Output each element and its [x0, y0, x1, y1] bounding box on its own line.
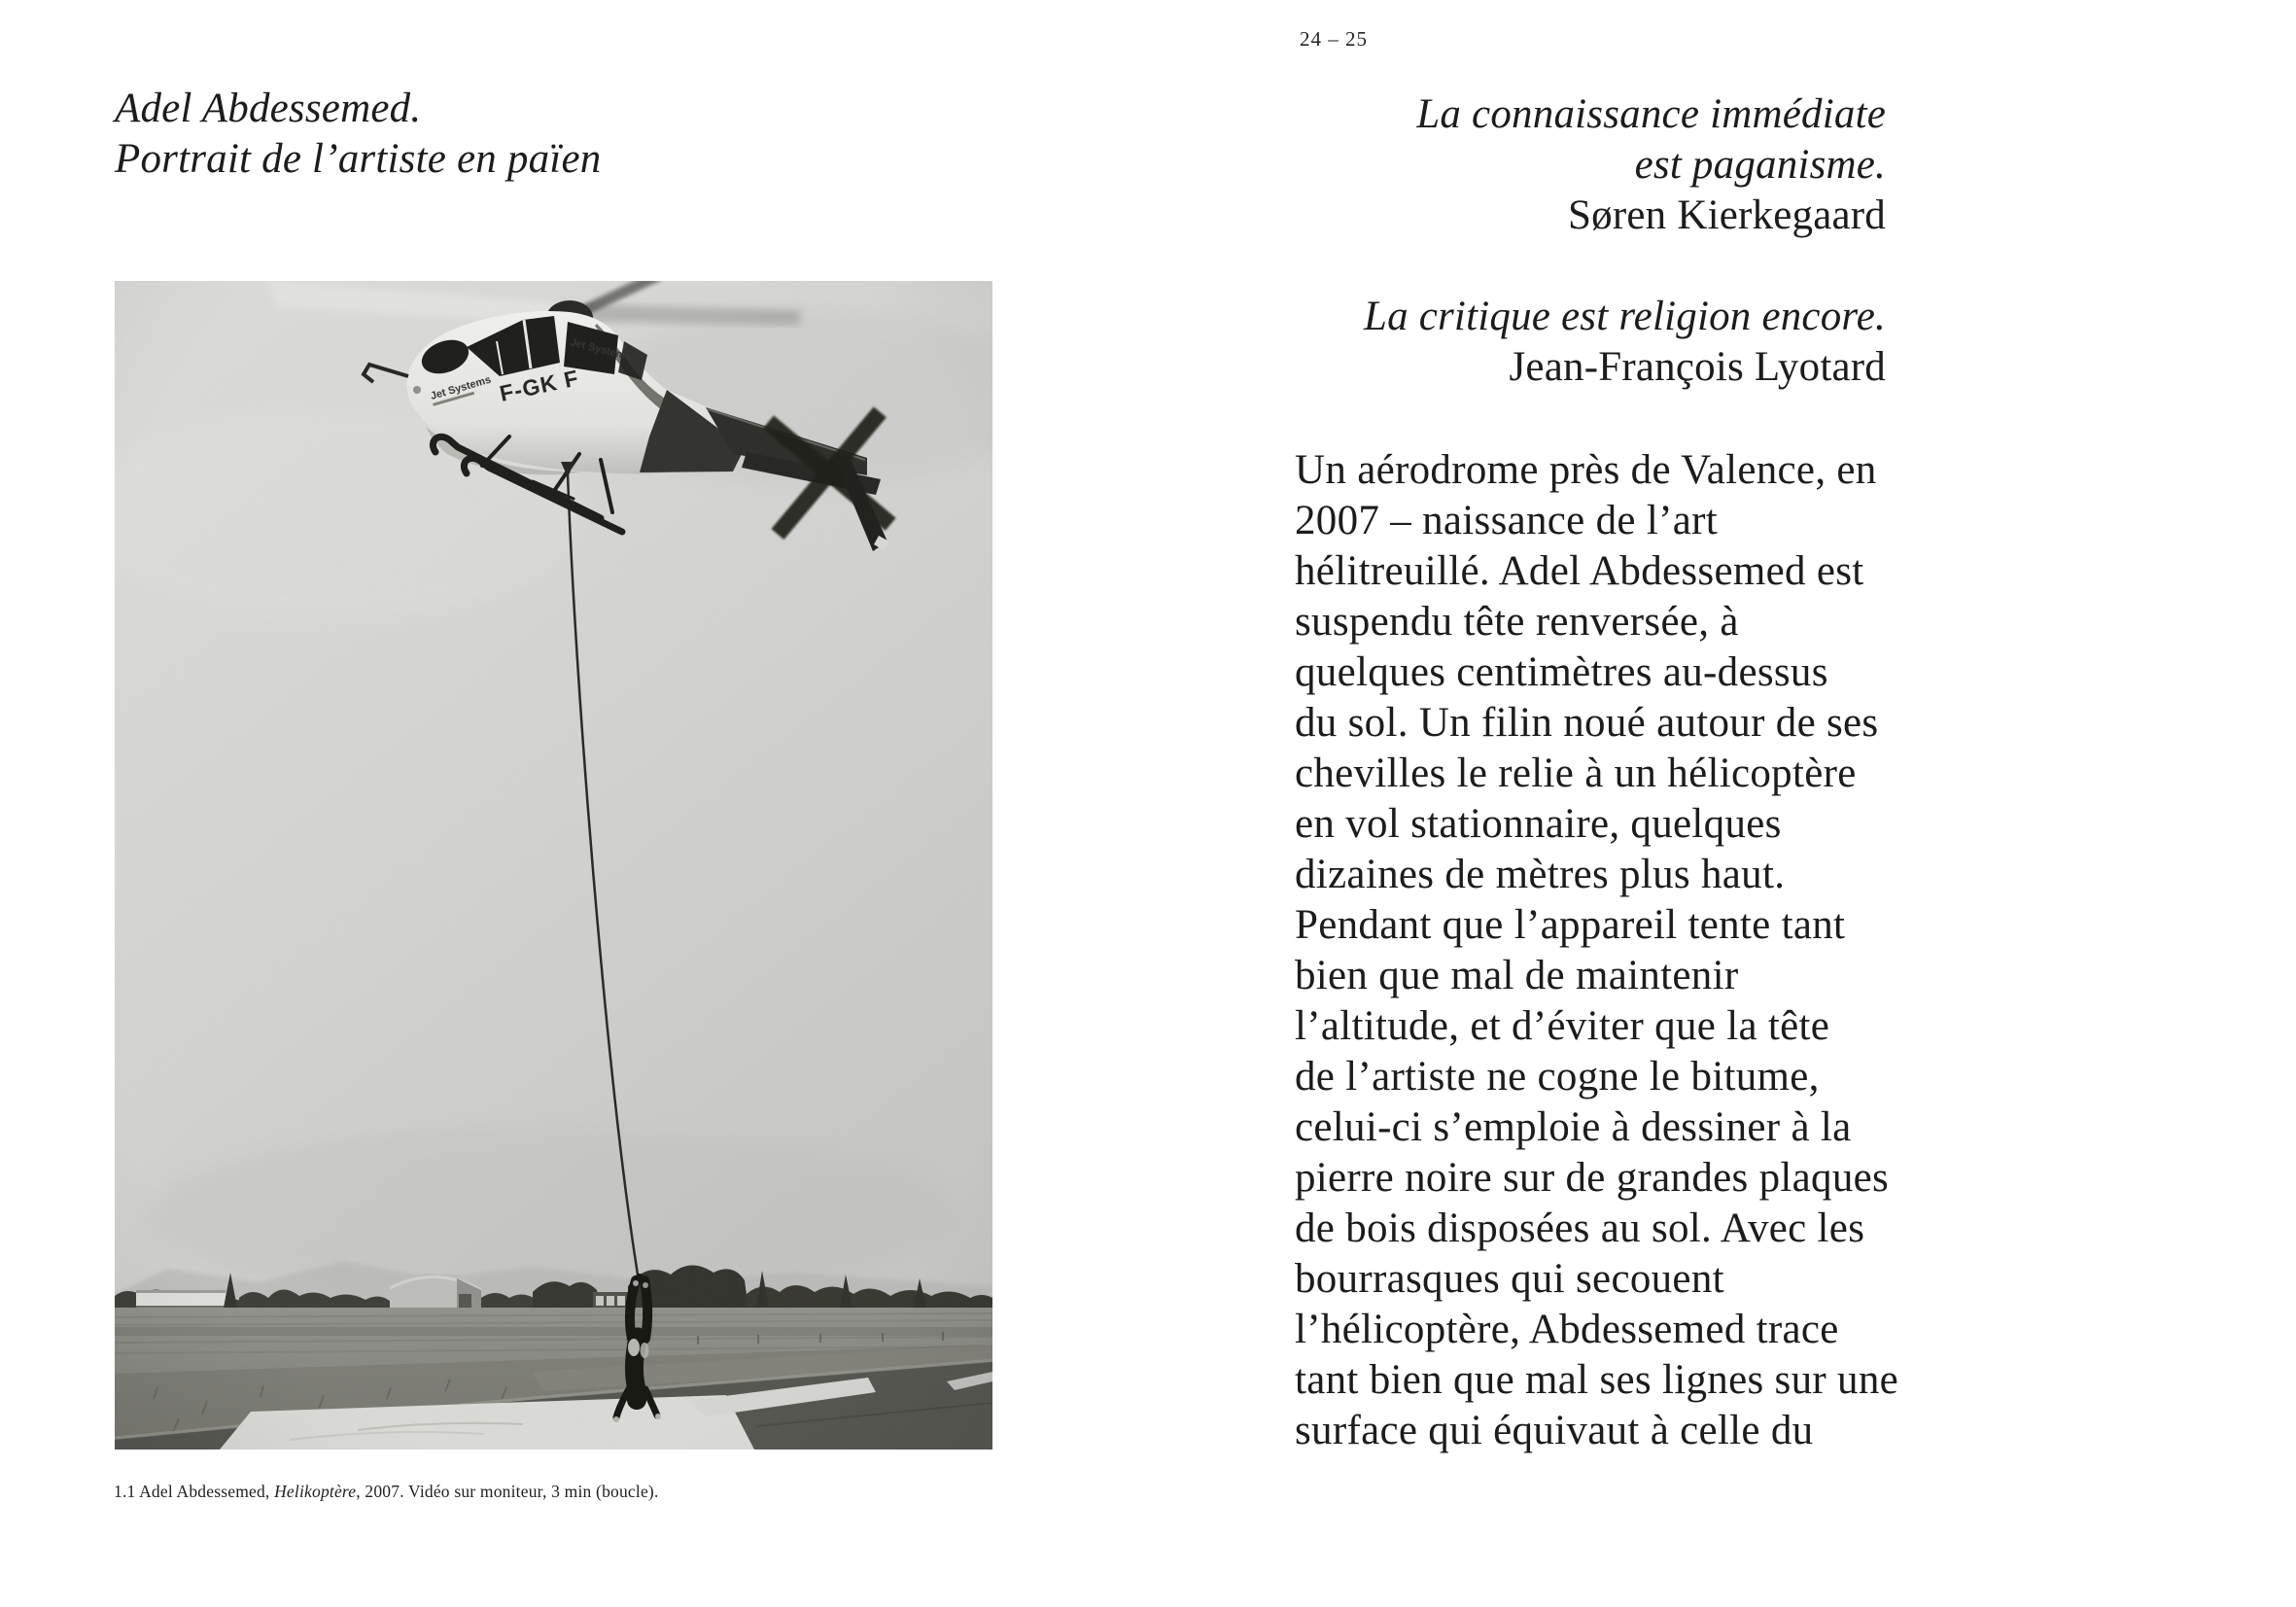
- body-line: Pendant que l’appareil tente tant: [1295, 902, 1846, 948]
- epigraph-kierkegaard: [1416, 89, 1886, 241]
- body-line: hélitreuillé. Adel Abdessemed est: [1295, 548, 1864, 594]
- body-line: pierre noire sur de grandes plaques: [1295, 1155, 1890, 1201]
- body-line: suspendu tête renversée, à: [1295, 599, 1739, 645]
- body-text: [1295, 445, 1898, 1456]
- epigraph-line: La critique est religion encore.: [1363, 294, 1886, 339]
- body-line: tant bien que mal ses lignes sur une: [1295, 1357, 1899, 1403]
- photo-vignette: [115, 281, 992, 1450]
- body-line: surface qui équivaut à celle du: [1295, 1408, 1814, 1453]
- epigraph-line: Søren Kierkegaard: [1568, 192, 1886, 238]
- body-line: l’altitude, et d’éviter que la tête: [1295, 1003, 1830, 1049]
- caption-suffix: , 2007. Vidéo sur moniteur, 3 min (boucle).: [356, 1482, 659, 1501]
- body-line: celui-ci s’emploie à dessiner à la: [1295, 1104, 1852, 1150]
- caption-work-title: Helikoptère: [274, 1482, 357, 1501]
- body-line: 2007 – naissance de l’art: [1295, 498, 1718, 543]
- epigraph-line: La connaissance immédiate: [1416, 91, 1886, 137]
- caption-prefix: 1.1 Adel Abdessemed,: [114, 1482, 275, 1501]
- epigraph-line: est paganisme.: [1634, 142, 1886, 188]
- body-line: quelques centimètres au-dessus: [1295, 649, 1828, 695]
- body-line: Un aérodrome près de Valence, en: [1295, 447, 1877, 493]
- body-line: dizaines de mètres plus haut.: [1295, 852, 1786, 897]
- body-line: bien que mal de maintenir: [1295, 953, 1739, 998]
- body-line: de l’artiste ne cogne le bitume,: [1295, 1054, 1820, 1100]
- epigraph-line: Jean-François Lyotard: [1509, 344, 1886, 390]
- photo-caption: [114, 1482, 659, 1502]
- body-line: l’hélicoptère, Abdessemed trace: [1295, 1307, 1839, 1352]
- body-line: bourrasques qui secouent: [1295, 1256, 1724, 1302]
- chapter-title-line: Portrait de l’artiste en païen: [115, 136, 602, 182]
- body-line: en vol stationnaire, quelques: [1295, 801, 1782, 847]
- body-line: de bois disposées au sol. Avec les: [1295, 1205, 1865, 1251]
- helicopter-photo: [115, 281, 992, 1450]
- page-number: 24 – 25: [1300, 27, 1368, 51]
- epigraph-lyotard: [1364, 292, 1886, 393]
- chapter-title: [115, 84, 601, 185]
- chapter-title-line: Adel Abdessemed.: [115, 86, 422, 131]
- body-line: du sol. Un filin noué autour de ses: [1295, 700, 1879, 746]
- body-line: chevilles le relie à un hélicoptère: [1295, 751, 1857, 796]
